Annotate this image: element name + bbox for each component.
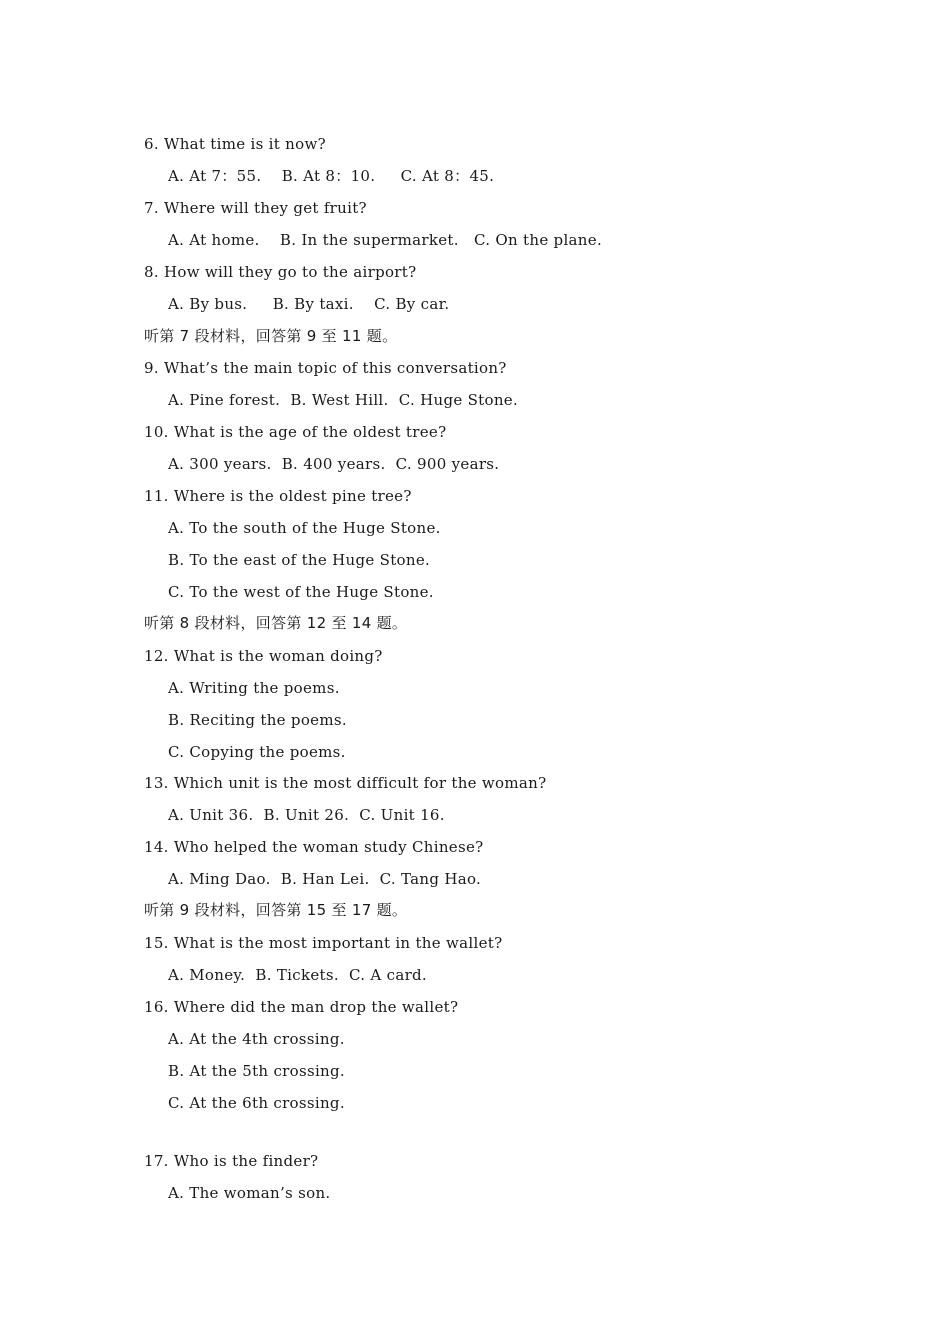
question-15: 15. What is the most important in the wallet? xyxy=(144,934,503,952)
option-12-b: B. Reciting the poems. xyxy=(168,711,347,729)
option-11-c: C. To the west of the Huge Stone. xyxy=(168,583,434,601)
question-10: 10. What is the age of the oldest tree? xyxy=(144,423,447,441)
question-16: 16. Where did the man drop the wallet? xyxy=(144,998,459,1016)
section-heading-8: 听第 8 段材料，回答第 12 至 14 题。 xyxy=(144,614,408,632)
options-13: A. Unit 36. B. Unit 26. C. Unit 16. xyxy=(168,806,445,824)
question-7: 7. Where will they get fruit? xyxy=(144,199,367,217)
question-13: 13. Which unit is the most difficult for the woman? xyxy=(144,774,547,792)
question-8: 8. How will they go to the airport? xyxy=(144,263,417,281)
option-11-b: B. To the east of the Huge Stone. xyxy=(168,551,431,569)
options-14: A. Ming Dao. B. Han Lei. C. Tang Hao. xyxy=(168,870,482,888)
section-heading-9: 听第 9 段材料，回答第 15 至 17 题。 xyxy=(144,901,408,919)
option-16-b: B. At the 5th crossing. xyxy=(168,1062,345,1080)
options-8: A. By bus. B. By taxi. C. By car. xyxy=(168,295,450,313)
question-11: 11. Where is the oldest pine tree? xyxy=(144,487,412,505)
option-12-a: A. Writing the poems. xyxy=(168,679,340,697)
options-7: A. At home. B. In the supermarket. C. On the plane. xyxy=(168,231,603,249)
options-6: A. At 7：55. B. At 8：10. C. At 8：45. xyxy=(168,167,495,185)
option-16-c: C. At the 6th crossing. xyxy=(168,1094,345,1112)
option-17-a: A. The woman’s son. xyxy=(168,1184,331,1202)
option-16-a: A. At the 4th crossing. xyxy=(168,1030,345,1048)
option-11-a: A. To the south of the Huge Stone. xyxy=(168,519,441,537)
question-9: 9. What’s the main topic of this conversation? xyxy=(144,359,507,377)
question-6: 6. What time is it now? xyxy=(144,135,326,153)
options-15: A. Money. B. Tickets. C. A card. xyxy=(168,966,428,984)
option-12-c: C. Copying the poems. xyxy=(168,743,346,761)
options-9: A. Pine forest. B. West Hill. C. Huge Stone. xyxy=(168,391,519,409)
question-14: 14. Who helped the woman study Chinese? xyxy=(144,838,484,856)
section-heading-7: 听第 7 段材料，回答第 9 至 11 题。 xyxy=(144,327,398,345)
question-12: 12. What is the woman doing? xyxy=(144,647,383,665)
options-10: A. 300 years. B. 400 years. C. 900 years. xyxy=(168,455,500,473)
question-17: 17. Who is the finder? xyxy=(144,1152,319,1170)
